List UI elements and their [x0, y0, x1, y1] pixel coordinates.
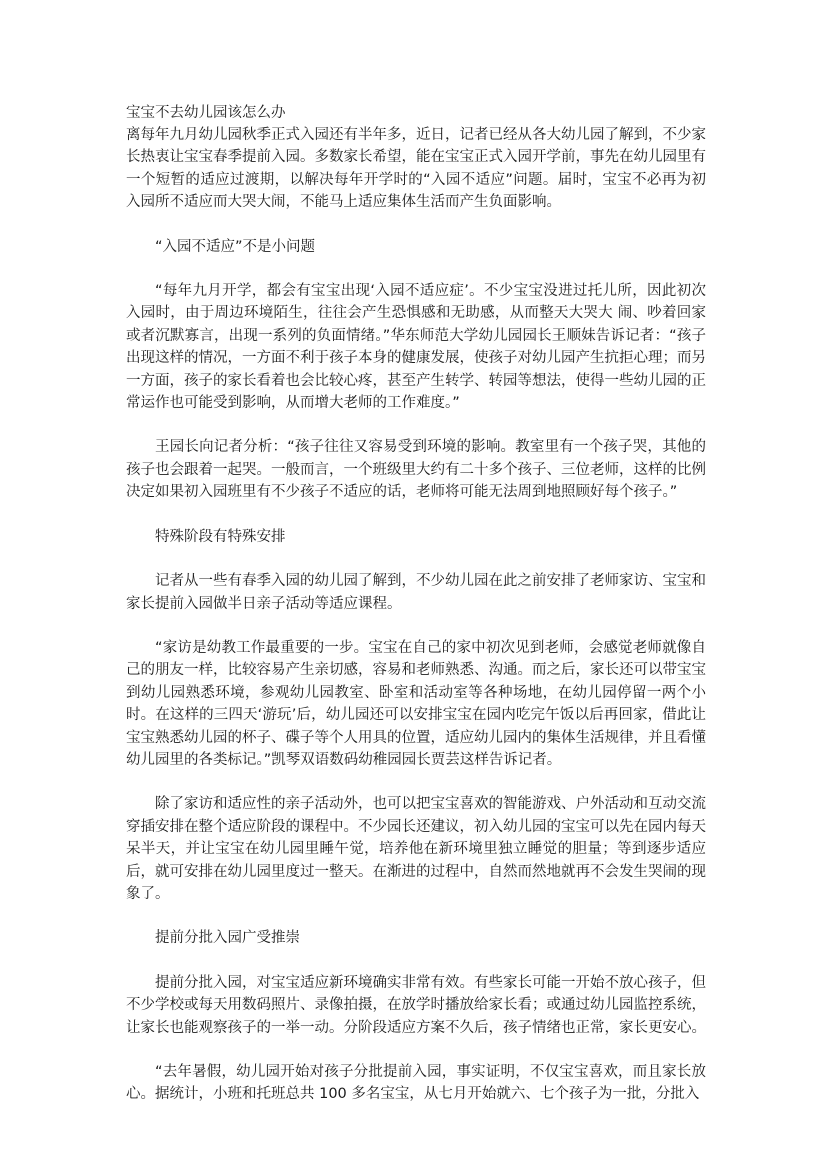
document-title: 宝宝不去幼儿园该怎么办 — [126, 105, 286, 121]
spacer — [126, 950, 706, 972]
spacer — [126, 258, 706, 280]
spacer — [126, 214, 706, 236]
spacer — [126, 504, 706, 526]
spacer — [126, 615, 706, 637]
paragraph-4: “家访是幼教工作最重要的一步。宝宝在自己的家中初次见到老师，会感觉老师就像自己的朋友一样，比较容易产生亲切感，容易和老师熟悉、沟通。而之后，家长还可以带宝宝到幼儿园熟悉环境，参观幼儿园教室、卧室和活动室等各种场地，在幼儿园停留一两个小时。在这样的三四天‘游玩’后，幼儿园还可以安排宝宝在园内吃完午饭以后再回家，借此让宝宝熟悉幼儿园的杯子、碟子等个人用具的位置，适应幼儿园内的集体生活规律，并且看懂幼儿园里的各类标记。”凯琴双语数码幼稚园园长贾芸这样告诉记者。 — [126, 639, 706, 768]
section-heading-2: 特殊阶段有特殊安排 — [155, 528, 286, 545]
document-page — [126, 102, 706, 1106]
intro-paragraph: 离每年九月幼儿园秋季正式入园还有半年多，近日，记者已经从各大幼儿园了解到，不少家长热衷让宝宝春季提前入园。多数家长希望，能在宝宝正式入园开学前，事先在幼儿园里有一个短暂的适应过渡期，以解决每年开学时的“入园不适应”问题。届时，宝宝不必再为初入园所不适应而大哭大闹，不能马上适应集体生活而产生负面影响。 — [126, 127, 706, 211]
section-heading-1: “入园不适应”不是小问题 — [155, 238, 316, 255]
spacer — [126, 771, 706, 793]
paragraph-2: 王园长向记者分析：“孩子往往又容易受到环境的影响。教室里有一个孩子哭，其他的孩子也会跟着一起哭。一般而言，一个班级里大约有二十多个孩子、三位老师，这样的比例决定如果初入园班里有不少孩子不适应的话，老师将可能无法周到地照顾好每个孩子。” — [126, 439, 706, 501]
section-heading-3: 提前分批入园广受推崇 — [155, 930, 300, 947]
paragraph-1: “每年九月开学，都会有宝宝出现‘入园不适应症’。不少宝宝没进过托儿所，因此初次入园时，由于周边环境陌生，往往会产生恐惧感和无助感，从而整天大哭大 闹、吵着回家或者沉默寡言，出现一系列的负面情绪。”华东师范大学幼儿园园长王顺妹告诉记者：“孩子出现这样的情况，一方面不利于孩子本身的健康发展，使孩子对幼儿园产生抗拒心理；而另一方面，孩子的家长看着也会比较心疼，甚至产生转学、转园等想法，使得一些幼儿园的正常运作也可能受到影响，从而增大老师的工作难度。” — [126, 283, 706, 412]
spacer — [126, 414, 706, 436]
paragraph-3: 记者从一些有春季入园的幼儿园了解到，不少幼儿园在此之前安排了老师家访、宝宝和家长提前入园做半日亲子活动等适应课程。 — [126, 573, 706, 612]
paragraph-6: 提前分批入园，对宝宝适应新环境确实非常有效。有些家长可能一开始不放心孩子，但不少学校或每天用数码照片、录像拍摄，在放学时播放给家长看；或通过幼儿园监控系统，让家长也能观察孩子的一举一动。分阶段适应方案不久后，孩子情绪也正常，家长更安心。 — [126, 974, 706, 1036]
spacer — [126, 548, 706, 570]
spacer — [126, 905, 706, 927]
spacer — [126, 1039, 706, 1061]
paragraph-7: “去年暑假，幼儿园开始对孩子分批提前入园，事实证明，不仅宝宝喜欢，而且家长放心。据统计，小班和托班总共 100 多名宝宝，从七月开始就六、七个孩子为一批，分批入 — [126, 1064, 706, 1103]
paragraph-5: 除了家访和适应性的亲子活动外，也可以把宝宝喜欢的智能游戏、户外活动和互动交流穿插安排在整个适应阶段的课程中。不少园长还建议，初入幼儿园的宝宝可以先在园内每天呆半天，并让宝宝在幼儿园里睡午觉，培养他在新环境里独立睡觉的胆量；等到逐步适应后，就可安排在幼儿园里度过一整天。在渐进的过程中，自然而然地就再不会发生哭闹的现象了。 — [126, 796, 706, 902]
